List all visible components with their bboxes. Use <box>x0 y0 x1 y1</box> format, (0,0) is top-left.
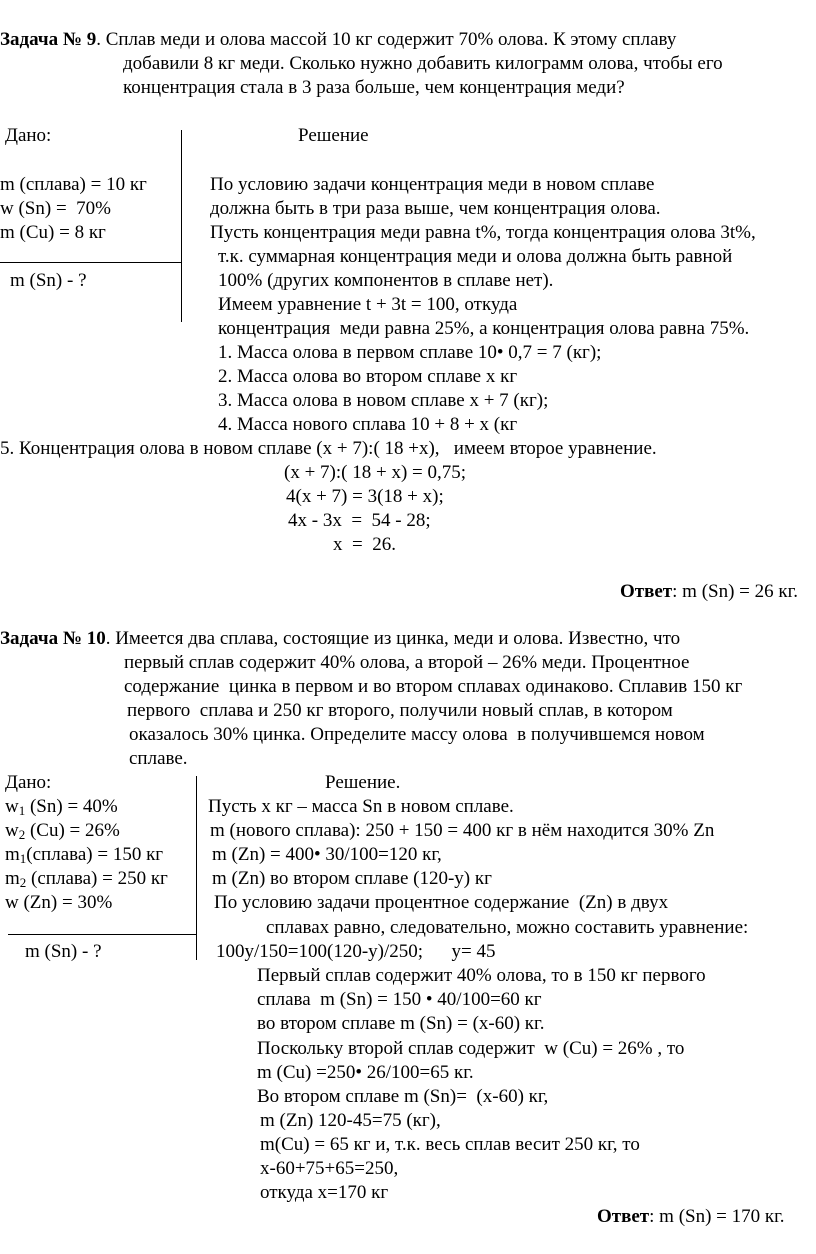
task9-solution-1: По условию задачи концентрация меди в новом сплаве <box>210 174 655 195</box>
task9-solution-9: 2. Масса олова во втором сплаве х кг <box>218 366 518 387</box>
task9-statement-1: . Сплав меди и олова массой 10 кг содержит 70% олова. К этому сплаву <box>96 29 677 50</box>
task10-solution-15: m(Cu) = 65 кг и, т.к. весь сплав весит 250 кг, то <box>260 1134 640 1155</box>
task10-solution-4: m (Zn) во втором сплаве (120-у) кг <box>212 868 492 889</box>
given-symbol: m <box>5 844 20 865</box>
task9-statement-3: концентрация стала в 3 раза больше, чем концентрация меди? <box>123 77 625 98</box>
task10-solution-8: Первый сплав содержит 40% олова, то в 150 кг первого <box>257 965 706 986</box>
task9-given-1: m (сплава) = 10 кг <box>0 174 147 195</box>
task9-given-3: m (Cu) = 8 кг <box>0 222 106 243</box>
task10-given-1 <box>5 795 118 819</box>
task10-solution-5: По условию задачи процентное содержание (Zn) в двух <box>214 892 669 913</box>
given-value: (Sn) = 40% <box>25 796 118 817</box>
task10-answer <box>597 1205 785 1229</box>
task10-solution-header: Решение. <box>325 772 401 793</box>
given-value: (сплава) = 250 кг <box>26 868 168 889</box>
task9-title-line <box>0 28 676 52</box>
task10-solution-17: откуда х=170 кг <box>260 1182 389 1203</box>
task9-given-divider-vertical <box>181 130 182 322</box>
task9-solution-10: 3. Масса олова в новом сплаве х + 7 (кг); <box>218 390 549 411</box>
task10-statement-1: . Имеется два сплава, состоящие из цинка, меди и олова. Известно, что <box>105 628 681 649</box>
given-value: (Cu) = 26% <box>25 820 120 841</box>
task10-solution-13: Во втором сплаве m (Sn)= (х-60) кг, <box>257 1086 549 1107</box>
task9-solution-2: должна быть в три раза выше, чем концентрация олова. <box>210 198 661 219</box>
task10-solution-14: m (Zn) 120-45=75 (кг), <box>260 1110 441 1131</box>
task10-solution-9: сплава m (Sn) = 150 • 40/100=60 кг <box>257 989 542 1010</box>
task9-solution-4: т.к. суммарная концентрация меди и олова должна быть равной <box>218 246 733 267</box>
task9-given-divider-horizontal <box>0 262 182 263</box>
given-symbol: m <box>5 868 20 889</box>
task10-solution-2: m (нового сплава): 250 + 150 = 400 кг в нём находится 30% Zn <box>210 820 715 841</box>
task10-given-2 <box>5 819 120 843</box>
task9-statement-2: добавили 8 кг меди. Сколько нужно добавить килограмм олова, чтобы его <box>123 53 723 74</box>
task9-solution-7: концентрация меди равна 25%, а концентрация олова равна 75%. <box>218 318 750 339</box>
given-subscript: 1 <box>19 851 27 866</box>
task9-equation-4: х = 26. <box>333 534 396 555</box>
task9-given-header: Дано: <box>5 125 52 146</box>
given-symbol: w <box>5 820 19 841</box>
task9-solution-5: 100% (других компонентов в сплаве нет). <box>218 270 554 291</box>
task10-given-divider-horizontal <box>8 934 197 935</box>
task10-solution-12: m (Cu) =250• 26/100=65 кг. <box>257 1062 474 1083</box>
task10-given-3 <box>5 843 163 867</box>
task9-answer <box>620 580 798 604</box>
task9-label: Задача № 9 <box>0 29 97 50</box>
task10-statement-3: содержание цинка в первом и во втором сплавах одинаково. Сплавив 150 кг <box>124 676 743 697</box>
task10-statement-4: первого сплава и 250 кг второго, получили новый сплав, в котором <box>127 700 673 721</box>
task10-solution-1: Пусть х кг – масса Sn в новом сплаве. <box>208 796 514 817</box>
task10-label: Задача № 10 <box>0 628 106 649</box>
task9-solution-12: 5. Концентрация олова в новом сплаве (х + 7):( 18 +х), имеем второе уравнение. <box>0 438 657 459</box>
task10-solution-3: m (Zn) = 400• 30/100=120 кг, <box>212 844 442 865</box>
task10-solution-6: сплавах равно, следовательно, можно составить уравнение: <box>266 917 749 938</box>
task10-statement-5: оказалось 30% цинка. Определите массу олова в получившемся новом <box>129 724 705 745</box>
given-subscript: 1 <box>18 803 26 818</box>
task10-given-divider-vertical <box>196 776 197 960</box>
task10-answer-label: Ответ <box>597 1206 650 1227</box>
task10-solution-16: х-60+75+65=250, <box>260 1158 399 1179</box>
given-symbol: w <box>5 796 19 817</box>
task10-statement-2: первый сплав содержит 40% олова, а второй – 26% меди. Процентное <box>124 652 690 673</box>
task10-solution-10: во втором сплаве m (Sn) = (х-60) кг. <box>257 1013 545 1034</box>
task9-answer-text: : m (Sn) = 26 кг. <box>672 581 799 602</box>
task10-solution-11: Поскольку второй сплав содержит w (Cu) = 26% , то <box>257 1038 685 1059</box>
task9-solution-8: 1. Масса олова в первом сплаве 10• 0,7 = 7 (кг); <box>218 342 602 363</box>
given-subscript: 2 <box>18 827 26 842</box>
task10-solution-7: 100у/150=100(120-у)/250; у= 45 <box>216 941 496 962</box>
task10-statement-6: сплаве. <box>129 748 188 769</box>
task9-solution-11: 4. Масса нового сплава 10 + 8 + х (кг <box>218 414 518 435</box>
task9-equation-3: 4х - 3х = 54 - 28; <box>288 510 431 531</box>
task10-given-header: Дано: <box>5 772 52 793</box>
task9-equation-1: (х + 7):( 18 + х) = 0,75; <box>284 462 467 483</box>
task9-solution-6: Имеем уравнение t + 3t = 100, откуда <box>218 294 518 315</box>
task9-given-2: w (Sn) = 70% <box>0 198 111 219</box>
given-symbol: w (Zn) = 30% <box>5 892 113 913</box>
task10-answer-text: : m (Sn) = 170 кг. <box>649 1206 785 1227</box>
given-subscript: 2 <box>19 875 27 890</box>
given-value: (сплава) = 150 кг <box>26 844 164 865</box>
task9-answer-label: Ответ <box>620 581 673 602</box>
task10-given-5 <box>5 891 112 915</box>
task10-given-4 <box>5 867 168 891</box>
task9-solution-header: Решение <box>298 125 369 146</box>
task9-solution-3: Пусть концентрация меди равна t%, тогда концентрация олова 3t%, <box>210 222 756 243</box>
task9-equation-2: 4(х + 7) = 3(18 + х); <box>286 486 444 507</box>
task9-find: m (Sn) - ? <box>10 270 87 291</box>
task10-find: m (Sn) - ? <box>25 941 102 962</box>
task10-title-line <box>0 627 680 651</box>
